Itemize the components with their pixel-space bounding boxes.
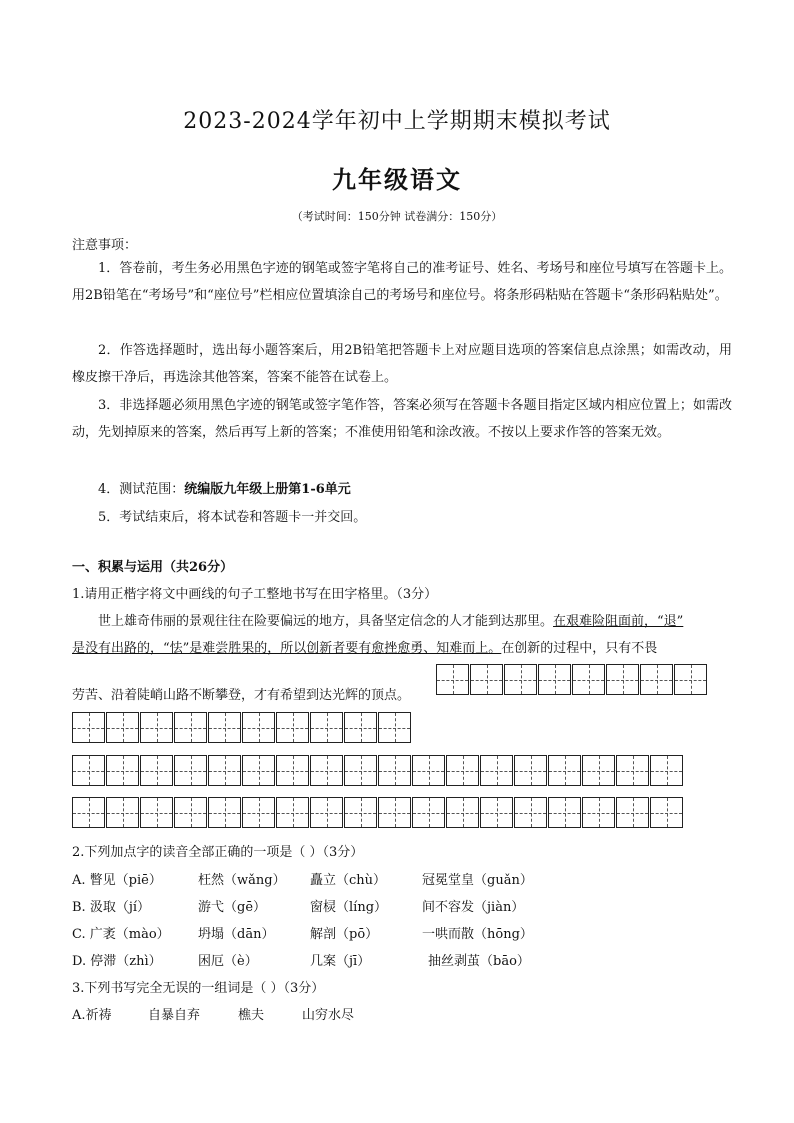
grid-cell[interactable] bbox=[310, 797, 343, 828]
q2-c-1: C. 广袤（mào） bbox=[72, 927, 170, 942]
grid-cell[interactable] bbox=[378, 797, 411, 828]
grid-cell[interactable] bbox=[72, 712, 105, 743]
q2-a-1: A. 瞥见（piē） bbox=[72, 873, 162, 888]
q2-prompt: 2.下列加点字的读音全部正确的一项是（ ）（3分） bbox=[72, 845, 364, 860]
grid-cell[interactable] bbox=[140, 797, 173, 828]
q2-d-4: 抽丝剥茧（bāo） bbox=[428, 954, 530, 969]
grid-cell[interactable] bbox=[674, 664, 707, 695]
grid-cell[interactable] bbox=[514, 755, 547, 786]
grid-cell[interactable] bbox=[606, 664, 639, 695]
notice-item-4-prefix: 4．测试范围： bbox=[98, 482, 185, 497]
grid-cell[interactable] bbox=[582, 797, 615, 828]
grid-cell[interactable] bbox=[436, 664, 469, 695]
grid-cell[interactable] bbox=[276, 755, 309, 786]
grid-cell[interactable] bbox=[344, 712, 377, 743]
grid-cell[interactable] bbox=[310, 712, 343, 743]
grid-cell[interactable] bbox=[72, 755, 105, 786]
q1-text-before: 世上雄奇伟丽的景观往往在险要偏远的地方，具备坚定信念的人才能到达那里。 bbox=[98, 614, 554, 629]
grid-cell[interactable] bbox=[106, 755, 139, 786]
grid-cell[interactable] bbox=[174, 712, 207, 743]
q2-d-2: 困厄（è） bbox=[198, 954, 258, 969]
grid-cell[interactable] bbox=[344, 755, 377, 786]
section-heading: 一、积累与运用（共26分） bbox=[72, 560, 234, 575]
q3-a-2: 自暴自弃 bbox=[148, 1008, 201, 1023]
grid-cell[interactable] bbox=[276, 797, 309, 828]
grid-cell[interactable] bbox=[504, 664, 537, 695]
q2-d-3: 几案（jī） bbox=[310, 954, 371, 969]
q2-d-1: D. 停滞（zhì） bbox=[72, 954, 162, 969]
grid-cell[interactable] bbox=[446, 755, 479, 786]
grid-cell[interactable] bbox=[106, 712, 139, 743]
grid-cell[interactable] bbox=[378, 755, 411, 786]
q2-b-2: 游弋（gē） bbox=[198, 900, 267, 915]
grid-cell[interactable] bbox=[140, 712, 173, 743]
grid-cell[interactable] bbox=[548, 755, 581, 786]
grid-cell[interactable] bbox=[446, 797, 479, 828]
grid-cell[interactable] bbox=[548, 797, 581, 828]
grid-cell[interactable] bbox=[72, 797, 105, 828]
grid-cell[interactable] bbox=[582, 755, 615, 786]
grid-cell[interactable] bbox=[616, 755, 649, 786]
grid-cell[interactable] bbox=[242, 712, 275, 743]
q1-underlined-1: 在艰难险阻面前，“退” bbox=[553, 614, 684, 629]
notice-item-3: 3．非选择题必须用黑色字迹的钢笔或签字笔作答，答案必须写在答题卡各题目指定区域内相应位置上；如需改动，先划掉原来的答案，然后再写上新的答案；不准使用铅笔和涂改液。不按以上要求作答的答案无效。 bbox=[72, 398, 732, 440]
grid-cell[interactable] bbox=[174, 755, 207, 786]
q2-a-2: 枉然（wǎng） bbox=[198, 873, 286, 888]
q2-b-3: 窗棂（líng） bbox=[310, 900, 388, 915]
notice-item-4 bbox=[98, 478, 351, 497]
grid-cell[interactable] bbox=[650, 755, 683, 786]
grid-cell[interactable] bbox=[650, 797, 683, 828]
q2-a-4: 冠冕堂皇（guǎn） bbox=[422, 873, 533, 888]
grid-cell[interactable] bbox=[208, 712, 241, 743]
q2-b-4: 间不容发（jiàn） bbox=[422, 900, 525, 915]
q2-a-3: 矗立（chù） bbox=[310, 873, 387, 888]
grid-cell[interactable] bbox=[344, 797, 377, 828]
q2-b-1: B. 汲取（jí） bbox=[72, 900, 151, 915]
q1-underlined-2: 是没有出路的，“怯”是难尝胜果的，所以创新者要有愈挫愈勇、知难而上。 bbox=[72, 641, 502, 656]
q2-c-2: 坍塌（dān） bbox=[198, 927, 275, 942]
writing-grid-row-4[interactable] bbox=[72, 797, 684, 828]
grid-cell[interactable] bbox=[208, 797, 241, 828]
notice-item-5: 5．考试结束后，将本试卷和答题卡一并交回。 bbox=[98, 510, 367, 525]
q1-passage-line3: 劳苦、沿着陡峭山路不断攀登，才有希望到达光辉的顶点。 bbox=[72, 688, 411, 703]
notice-heading: 注意事项： bbox=[72, 238, 138, 253]
exam-info: （考试时间：150分钟 试卷满分：150分） bbox=[291, 210, 503, 223]
q1-text-after: 在创新的过程中，只有不畏 bbox=[501, 641, 658, 656]
exam-title: 2023-2024学年初中上学期期末模拟考试 bbox=[183, 109, 611, 134]
notice-item-4-range: 统编版九年级上册第1-6单元 bbox=[184, 482, 351, 497]
q3-a-3: 樵夫 bbox=[238, 1008, 265, 1023]
grid-cell[interactable] bbox=[538, 664, 571, 695]
exam-subject: 九年级语文 bbox=[332, 165, 462, 194]
grid-cell[interactable] bbox=[572, 664, 605, 695]
grid-cell[interactable] bbox=[480, 755, 513, 786]
notice-item-2: 2．作答选择题时，选出每小题答案后，用2B铅笔把答题卡上对应题目选项的答案信息点涂黑；如需改动，用橡皮擦干净后，再选涂其他答案，答案不能答在试卷上。 bbox=[72, 343, 732, 385]
q2-c-4: 一哄而散（hōng） bbox=[422, 927, 533, 942]
grid-cell[interactable] bbox=[276, 712, 309, 743]
grid-cell[interactable] bbox=[378, 712, 411, 743]
grid-cell[interactable] bbox=[140, 755, 173, 786]
q2-c-3: 解剖（pō） bbox=[310, 927, 379, 942]
grid-cell[interactable] bbox=[174, 797, 207, 828]
grid-cell[interactable] bbox=[106, 797, 139, 828]
q3-a-1: A.祈祷 bbox=[72, 1008, 112, 1023]
q1-passage-line1 bbox=[98, 610, 683, 629]
notice-item-1: 1．答卷前，考生务必用黑色字迹的钢笔或签字笔将自己的准考证号、姓名、考场号和座位号填写在答题卡上。用2B铅笔在“考场号”和“座位号”栏相应位置填涂自己的考场号和座位号。将条形码粘贴在答题卡“条形码粘贴处”。 bbox=[72, 261, 732, 303]
writing-grid-row-2[interactable] bbox=[72, 712, 412, 743]
grid-cell[interactable] bbox=[242, 797, 275, 828]
grid-cell[interactable] bbox=[412, 797, 445, 828]
grid-cell[interactable] bbox=[310, 755, 343, 786]
q1-prompt: 1.请用正楷字将文中画线的句子工整地书写在田字格里。（3分） bbox=[72, 587, 438, 602]
grid-cell[interactable] bbox=[208, 755, 241, 786]
q3-a-4: 山穷水尽 bbox=[302, 1008, 355, 1023]
q1-passage-line2 bbox=[72, 637, 657, 656]
writing-grid-row-3[interactable] bbox=[72, 755, 684, 786]
q3-prompt: 3.下列书写完全无误的一组词是（ ）（3分） bbox=[72, 981, 325, 996]
grid-cell[interactable] bbox=[480, 797, 513, 828]
grid-cell[interactable] bbox=[470, 664, 503, 695]
writing-grid-row-1[interactable] bbox=[436, 664, 708, 695]
grid-cell[interactable] bbox=[514, 797, 547, 828]
grid-cell[interactable] bbox=[242, 755, 275, 786]
grid-cell[interactable] bbox=[640, 664, 673, 695]
grid-cell[interactable] bbox=[616, 797, 649, 828]
grid-cell[interactable] bbox=[412, 755, 445, 786]
